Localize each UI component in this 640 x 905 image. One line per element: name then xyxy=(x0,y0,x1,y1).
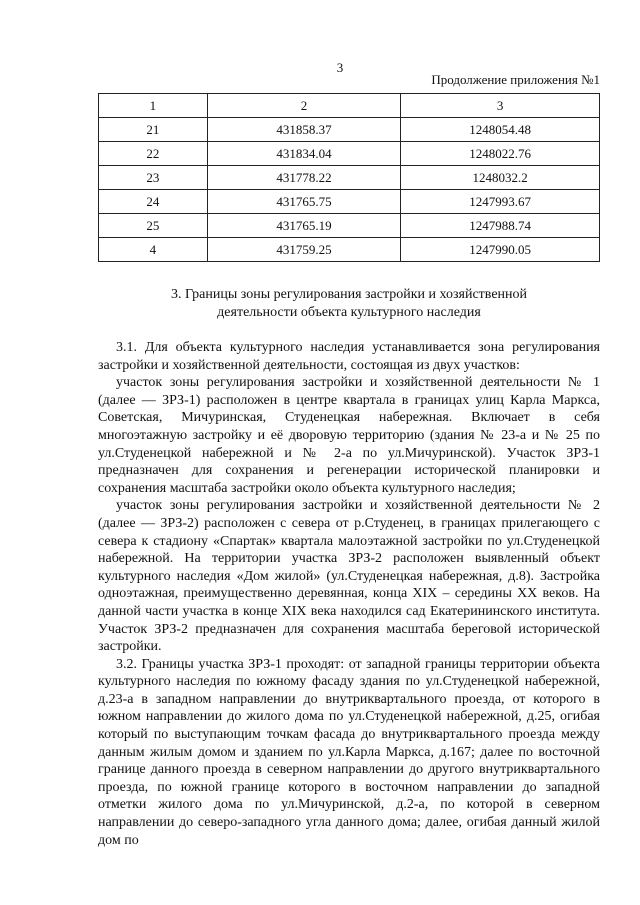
point-number-cell: 4 xyxy=(99,238,208,262)
x-coordinate-cell: 431778.22 xyxy=(207,166,401,190)
section-heading-line: 3. Границы зоны регулирования застройки и хозяйственной xyxy=(170,287,528,302)
y-coordinate-cell: 1248022.76 xyxy=(401,142,600,166)
table-row xyxy=(99,190,600,214)
paragraph-3-1: 3.1. Для объекта культурного наследия устанавливается зона регулирования застройки и хозяйственной деятельности, состоящая из двух участков: xyxy=(98,340,600,373)
page-number: 3 xyxy=(336,60,344,75)
point-number-cell: 24 xyxy=(99,190,208,214)
table-row xyxy=(99,118,600,142)
paragraph-zrz-2: участок зоны регулирования застройки и хозяйственной деятельности № 2 (далее — ЗРЗ-2) расположен с севера от р.Студенец, в границах прилегающего с севера к стадиону «Спартак» квартала малоэтажной застройки по ул.Студенецкой набережной. На территории участка ЗРЗ-2 расположен выявленный объект культурного наследия «Дом жилой» (ул.Студенецкая набережная, д.8). Застройка одноэтажная, преимущественно деревянная, конца XIX – середины XX веков. На данной части участка в конце XIX века находился сад Екатерининского института. Участок ЗРЗ-2 предназначен для сохранения масштаба береговой исторической застройки. xyxy=(98,498,600,655)
coordinates-table xyxy=(98,93,600,262)
y-coordinate-cell: 1247993.67 xyxy=(401,190,600,214)
section-body xyxy=(98,339,600,849)
table-row xyxy=(99,166,600,190)
x-coordinate-cell: 431834.04 xyxy=(207,142,401,166)
column-header: 2 xyxy=(207,94,401,118)
x-coordinate-cell: 431765.19 xyxy=(207,214,401,238)
point-number-cell: 23 xyxy=(99,166,208,190)
x-coordinate-cell: 431765.75 xyxy=(207,190,401,214)
table-header-row xyxy=(99,94,600,118)
x-coordinate-cell: 431858.37 xyxy=(207,118,401,142)
y-coordinate-cell: 1247988.74 xyxy=(401,214,600,238)
x-coordinate-cell: 431759.25 xyxy=(207,238,401,262)
column-header: 1 xyxy=(99,94,208,118)
y-coordinate-cell: 1247990.05 xyxy=(401,238,600,262)
section-heading-line: деятельности объекта культурного наследия xyxy=(217,305,481,320)
section-heading xyxy=(98,286,600,322)
table-row xyxy=(99,214,600,238)
point-number-cell: 25 xyxy=(99,214,208,238)
table-row xyxy=(99,238,600,262)
paragraph-3-2: 3.2. Границы участка ЗРЗ-1 проходят: от западной границы территории объекта культурного наследия по южному фасаду здания по ул.Студенецкой набережной, д.23-а в западном направлении до внутриквартального проезда, от которого в южном направлении до жилого дома по ул.Студенецкой набережной, д.25, огибая который по выступающим точкам фасада до внутриквартального проезда между данным жилым домом и зданием по ул.Карла Маркса, д.167; далее по восточной границе данного проезда в северном направлении до другого внутриквартального проезда, по южной границе которого в восточном направлении до западной отметки жилого дома по ул.Мичуринской, д.2-а, по которой в северном направлении до северо-западного угла данного дома; далее, огибая данный жилой дом по xyxy=(98,656,600,848)
point-number-cell: 22 xyxy=(99,142,208,166)
column-header: 3 xyxy=(401,94,600,118)
y-coordinate-cell: 1248054.48 xyxy=(401,118,600,142)
table-row xyxy=(99,142,600,166)
point-number-cell: 21 xyxy=(99,118,208,142)
paragraph-zrz-1: участок зоны регулирования застройки и хозяйственной деятельности № 1 (далее — ЗРЗ-1) расположен в центре квартала в границах улиц Карла Маркса, Советская, Мичуринская, Студенецкая набережная. Включает в себя многоэтажную застройку и её дворовую территорию (здания № 23-а и № 25 по ул.Студенецкой набережной и № 2-а по ул.Мичуринской). Участок ЗРЗ-1 предназначен для сохранения и регенерации исторической планировки и сохранения масштаба застройки около объекта культурного наследия; xyxy=(98,375,600,496)
appendix-note: Продолжение приложения №1 xyxy=(431,72,600,87)
y-coordinate-cell: 1248032.2 xyxy=(401,166,600,190)
